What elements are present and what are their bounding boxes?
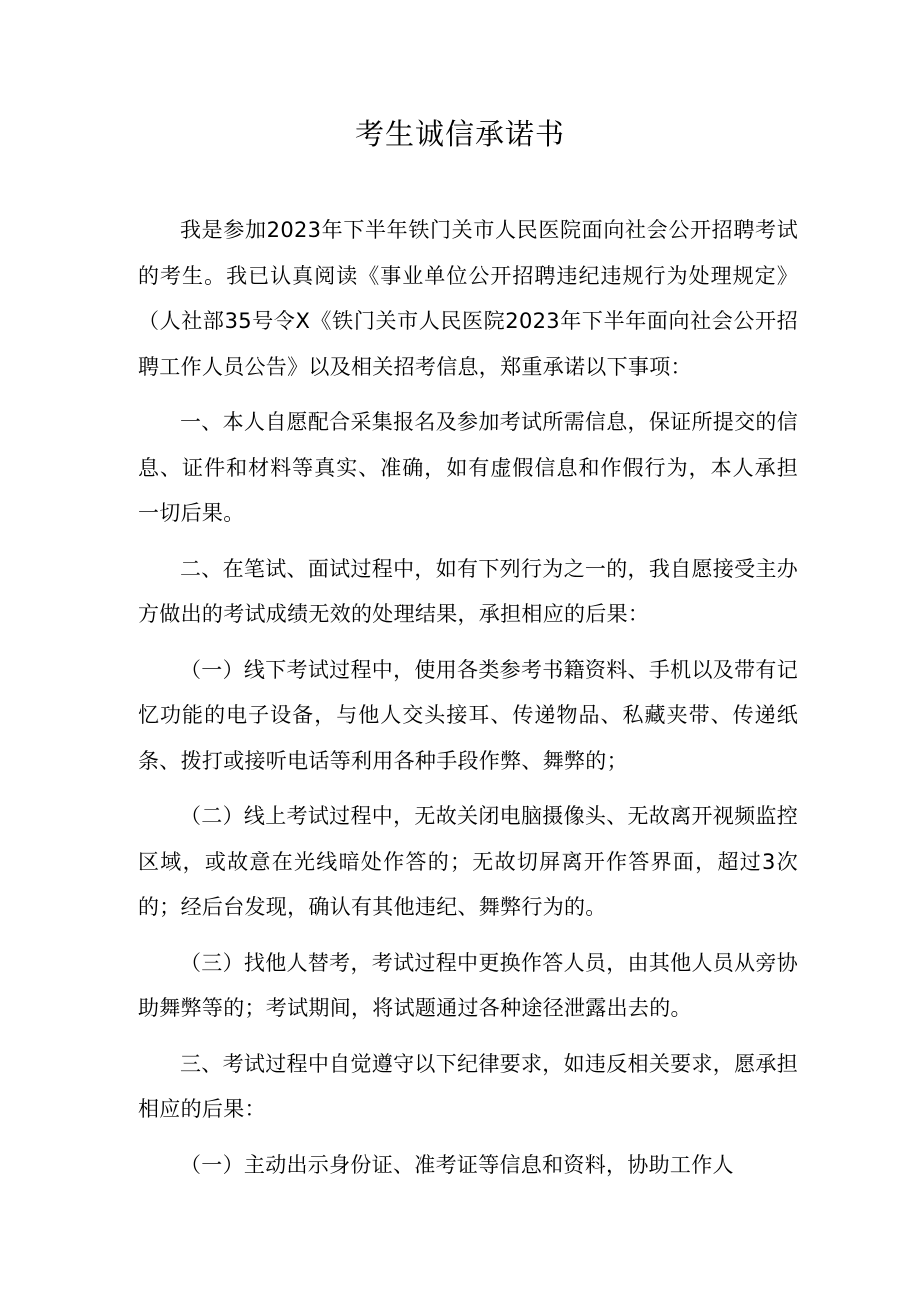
paragraph-intro: 我是参加2023年下半年铁门关市人民医院面向社会公开招聘考试的考生。我已认真阅读《事业单位公开招聘违纪违规行为处理规定》（人社部35号令X《铁门关市人民医院2023年下半年面向社会公开招聘工作人员公告》以及相关招考信息，郑重承诺以下事项： — [138, 218, 798, 379]
paragraph-subitem-2-2: （二）线上考试过程中，无故关闭电脑摄像头、无故离开视频监控区域，或故意在光线暗处作答的；无故切屏离开作答界面，超过3次的；经后台发现，确认有其他违纪、舞弊行为的。 — [138, 804, 798, 919]
page-title: 考生诚信承诺书 — [354, 117, 565, 151]
paragraph-item-3: 三、考试过程中自觉遵守以下纪律要求，如违反相关要求，愿承担相应的后果： — [138, 1051, 798, 1121]
paragraph-item-1: 一、本人自愿配合采集报名及参加考试所需信息，保证所提交的信息、证件和材料等真实、准确，如有虚假信息和作假行为，本人承担一切后果。 — [138, 410, 798, 525]
paragraph-item-2: 二、在笔试、面试过程中，如有下列行为之一的，我自愿接受主办方做出的考试成绩无效的处理结果，承担相应的后果： — [138, 556, 798, 626]
paragraph-subitem-2-1: （一）线下考试过程中，使用各类参考书籍资料、手机以及带有记忆功能的电子设备，与他人交头接耳、传递物品、私藏夹带、传递纸条、拨打或接听电话等利用各种手段作弊、舞弊的； — [138, 657, 798, 773]
paragraph-subitem-3-1: （一）主动出示身份证、准考证等信息和资料，协助工作人 — [180, 1152, 734, 1177]
paragraph-subitem-2-3: （三）找他人替考，考试过程中更换作答人员，由其他人员从旁协助舞弊等的；考试期间，将试题通过各种途径泄露出去的。 — [138, 950, 798, 1020]
document-body — [138, 208, 798, 1188]
